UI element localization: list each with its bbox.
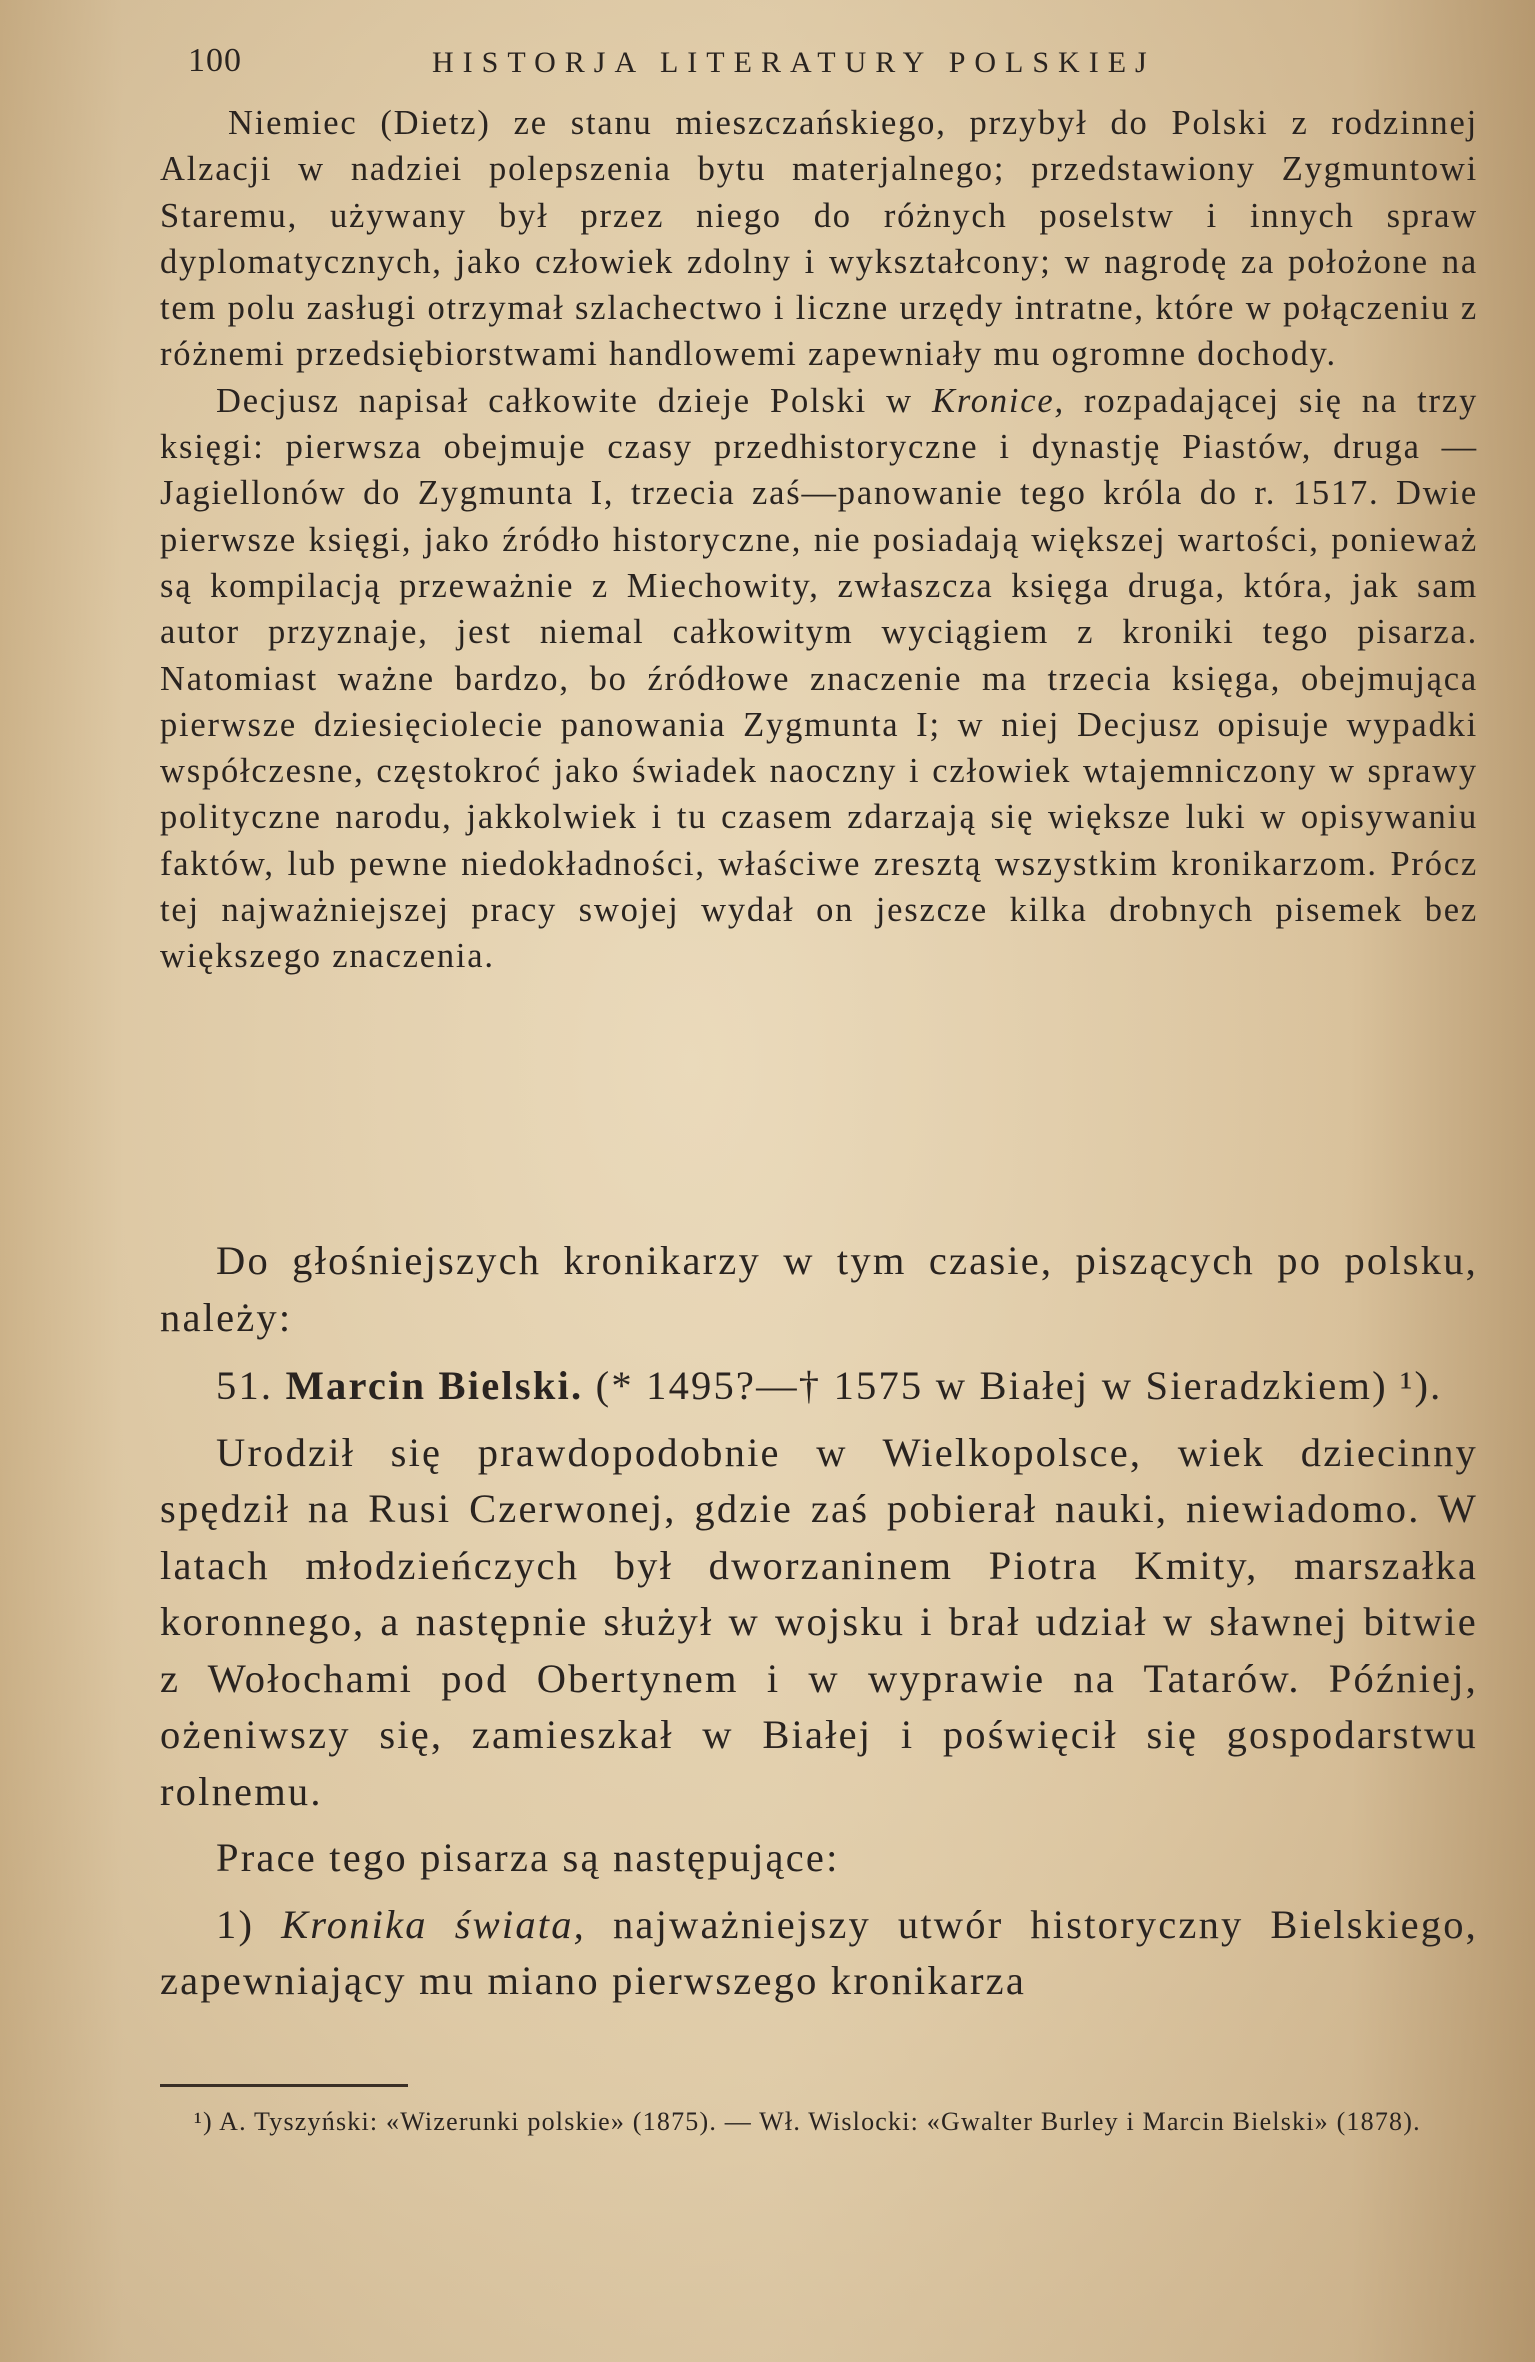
work-description: najważniejszy utwór historyczny Bielskiego, zapewniający mu miano pierwszego kronikarza bbox=[160, 1901, 1478, 2003]
work-title-kronika-swiata: Kronika świata, bbox=[281, 1901, 586, 1947]
footnote-text: ¹) A. Tyszyński: «Wizerunki polskie» (1875). — Wł. Wislocki: «Gwalter Burley i Marcin Bielski» (1878). bbox=[194, 2107, 1421, 2136]
paragraph-works-intro: Prace tego pisarza są następujące: bbox=[216, 1835, 840, 1880]
entry-dates: (* 1495?—† 1575 w Białej w Sieradzkiem) ¹). bbox=[583, 1363, 1443, 1408]
paragraph-decjusz-bio: Niemiec (Dietz) ze stanu mieszczańskiego, przybył do Polski z rodzinnej Alzacji w nadziei polepszenia bytu materjalnego; przedstawiony Zygmuntowi Staremu, używany był przez niego do różnych poselstw i innych spraw dyplomatycznych, jako człowiek zdolny i wykształcony; w nagrodę za położone na tem polu zasługi otrzymał szlachectwo i liczne urzędy intratne, które w połączeniu z różnemi przedsiębiorstwami handlowemi zapewniały mu ogromne dochody. bbox=[160, 104, 1478, 374]
entry-author-name: Marcin Bielski. bbox=[285, 1363, 584, 1408]
running-title: HISTORJA LITERATURY POLSKIEJ bbox=[432, 46, 1156, 79]
small-print-section bbox=[160, 100, 1478, 980]
text-span: Decjusz napisał całkowite dzieje Polski w bbox=[216, 381, 933, 420]
paragraph-decjusz-kronika bbox=[160, 378, 1478, 980]
paragraph-chroniclers-intro: Do głośniejszych kronikarzy w tym czasie, piszących po polsku, należy: bbox=[160, 1238, 1478, 1340]
paragraph-bielski-bio: Urodził się prawdopodobnie w Wielkopolsce, wiek dziecinny spędził na Rusi Czerwonej, gdzie zaś pobierał nauki, niewiadomo. W latach młodzieńczych był dworzaninem Piotra Kmity, marszałka koronnego, a następnie służył w wojsku i brał udział w sławnej bitwie z Wołochami pod Obertynem i w wyprawie na Tatarów. Później, ożeniwszy się, zamieszkał w Białej i poświęcił się gospodarstwu rolnemu. bbox=[160, 1429, 1478, 1814]
entry-heading-bielski bbox=[160, 1358, 1478, 1415]
page-header bbox=[188, 42, 1338, 92]
work-title-kronika: Kronice, bbox=[932, 381, 1065, 420]
entry-number: 51. bbox=[216, 1363, 274, 1408]
footnote bbox=[160, 2108, 1478, 2136]
list-item-work-1 bbox=[160, 1897, 1478, 2010]
work-number: 1) bbox=[216, 1901, 282, 1947]
page-number: 100 bbox=[188, 42, 242, 79]
footnote-divider bbox=[160, 2084, 408, 2087]
text-span: rozpadającej się na trzy księgi: pierwsza obejmuje czasy przedhistoryczne i dynastję Piastów, druga — Jagiellonów do Zygmunta I, trzecia zaś—panowanie tego króla do r. 1517. Dwie pierwsze księgi, jako źródło historyczne, nie posiadają większej wartości, ponieważ są kompilacją przeważnie z Miechowity, zwłaszcza księga druga, która, jak sam autor przyznaje, jest niemal całkowitym wyciągiem z kroniki tego pisarza. Natomiast ważne bardzo, bo źródłowe znaczenie ma trzecia księga, obejmująca pierwsze dziesięciolecie panowania Zygmunta I; w niej Decjusz opisuje wypadki współczesne, częstokroć jako świadek naoczny i człowiek wtajemniczony w sprawy polityczne narodu, jakkolwiek i tu czasem zdarzają się większe luki w opisywaniu faktów, lub pewne niedokładności, właściwe zresztą wszystkim kronikarzom. Prócz tej najważniejszej pracy swojej wydał on jeszcze kilka drobnych pisemek bez większego znaczenia. bbox=[160, 381, 1478, 976]
main-text-section bbox=[160, 1233, 1478, 2010]
